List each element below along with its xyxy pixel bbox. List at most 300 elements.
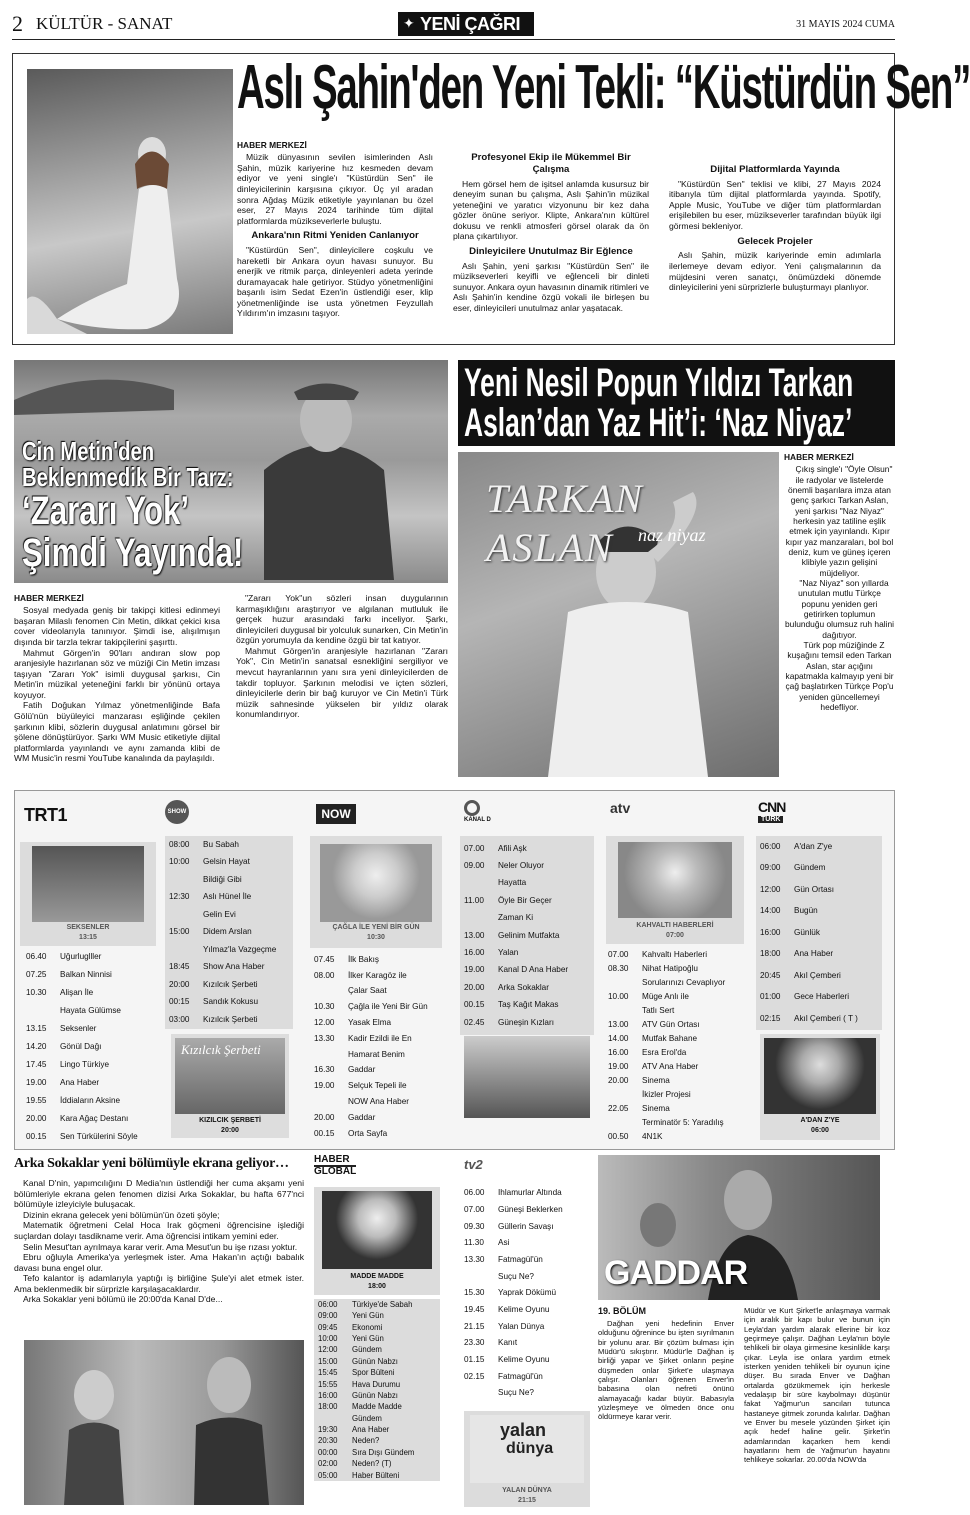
image-time: 20:00 <box>221 1127 239 1134</box>
haber-global-channel <box>310 1155 458 1510</box>
schedule-program: Afili Aşk <box>498 843 527 853</box>
newspaper-logo <box>398 12 534 36</box>
schedule-row <box>169 959 289 977</box>
article-title <box>237 53 970 129</box>
schedule-program: Güneşin Kızları <box>498 1017 554 1027</box>
show-channel <box>165 798 305 1148</box>
schedule-time: 02.45 <box>464 1017 485 1027</box>
kanald-logo-icon <box>464 800 480 816</box>
schedule-time: 20:45 <box>760 970 781 980</box>
schedule-program: Aslı Hünel İle <box>203 892 252 902</box>
schedule-time: 11.30 <box>464 1238 484 1248</box>
schedule-program: Gaddar <box>348 1065 376 1075</box>
schedule-row <box>314 968 454 984</box>
image-time: 21:15 <box>518 1497 536 1504</box>
schedule-time: 16.30 <box>314 1065 335 1075</box>
schedule-time: 18:00 <box>760 949 781 959</box>
schedule-time: 07.45 <box>314 954 335 964</box>
schedule-row <box>318 1458 436 1469</box>
schedule-row <box>464 1185 598 1202</box>
page-number: 2 <box>12 11 23 36</box>
schedule-time: 19.00 <box>464 965 485 975</box>
schedule-row <box>464 840 590 857</box>
haber-schedule <box>314 1299 440 1481</box>
schedule-program: Yasak Elma <box>348 1017 392 1027</box>
schedule-time: 20:00 <box>169 979 190 989</box>
schedule-time: 01:00 <box>760 992 781 1002</box>
schedule-time: 19.00 <box>608 1062 629 1072</box>
now-logo-text: NOW <box>321 807 351 821</box>
schedule-time: 14:00 <box>760 906 781 916</box>
schedule-time: 12.00 <box>314 1017 335 1027</box>
schedule-row <box>314 999 454 1015</box>
tv2-logo <box>464 1157 483 1173</box>
paragraph: Çıkış single'ı "Öyle Olsun" ile radyolar ve listelerde önemli başarılara imza atan genç şarkıcı Tarkan Aslan, yeni şarkısı "Naz Niyaz" herkesin yaz tatiline eşlik etmek için yayınlandı. Kıpır kıpır yaz manzaraları, bol bol deniz, kum ve güneş içeren klibiyle yazın gelişini müjdeliyor. <box>785 464 894 578</box>
schedule-time: 00:15 <box>169 997 190 1007</box>
schedule-time: 20.00 <box>464 982 485 992</box>
cnn-logo <box>758 800 785 823</box>
schedule-row <box>464 979 590 996</box>
schedule-row <box>464 910 590 927</box>
schedule-row <box>464 927 590 944</box>
cover-subtitle: naz niyaz <box>638 525 706 545</box>
schedule-row <box>314 952 454 968</box>
schedule-program: Fatmagül'ün <box>498 1371 543 1381</box>
yalan-title: yalan <box>500 1420 547 1440</box>
schedule-row <box>608 1116 751 1130</box>
paragraph: Müzik dünyasının sevilen isimlerinden Aslı Şahin, müzik kariyerine hız kesmeden devam ediyor ve yeni single'ı "Küstürdün Sen" ile dinleyicilerinin karşısına çıkıyor. Üç yıl aradan sonra Ağdaş Müzik etiketiyle yayınlanan bu özel eser, 27 Mayıs 2024 tarihinde tüm dijital platformlarda müzikseverlerle buluştu. <box>237 152 433 226</box>
schedule-row <box>318 1413 436 1424</box>
paragraph: Mahmut Görgen'in aranjesiyle hazırlanan "Zararı Yok", Cin Metin'in sanatsal esnekliğini sergiliyor ve mevcut hayranlarının yanı sıra yeni dinleyicilerden de takdir topluyor. Şarkının melodisi ve içten sözleri, dinleyicilerle derin bir bağ kuruyor ve Cin Metin'i Türk müzik sahnesinde yükselen bir yıldız olarak konumlandırıyor. <box>236 645 448 720</box>
schedule-row <box>760 901 878 923</box>
schedule-row <box>26 948 160 966</box>
asli-sahin-photo <box>27 69 233 334</box>
schedule-program: Kahvaltı Haberleri <box>642 950 708 960</box>
gaddar-title: GADDAR <box>604 1254 748 1292</box>
schedule-row <box>318 1436 436 1447</box>
schedule-time: 23.30 <box>464 1338 485 1348</box>
schedule-program: Sandık Kokusu <box>203 997 259 1007</box>
schedule-row <box>608 1102 751 1116</box>
schedule-time: 20.00 <box>608 1076 629 1086</box>
schedule-time: 06.40 <box>26 951 47 961</box>
schedule-program: Akıl Çemberi <box>794 970 841 980</box>
adanzye-photo <box>764 1038 876 1114</box>
cover-title: TARKAN ASLAN <box>486 476 644 571</box>
schedule-program: Hayata Gülümse <box>60 1005 121 1015</box>
schedule-time: 21.15 <box>464 1321 485 1331</box>
schedule-row <box>608 1046 751 1060</box>
atv-schedule <box>608 948 751 1144</box>
schedule-time: 20:30 <box>318 1436 338 1446</box>
schedule-program: Nihat Hatipoğlu <box>642 964 698 974</box>
paragraph: Aslı Şahin, müzik kariyerinde emin adımlarla ilerlemeye devam ediyor. Yeni çalışmalarının da müjdesini veren sanatçı, önümüzdeki dönemde dinleyicilerini yeni sürprizlerle buluşturmayı planlıyor. <box>669 250 881 293</box>
headline-line: Şimdi Yayında! <box>22 531 244 575</box>
schedule-time: 17.45 <box>26 1059 47 1069</box>
schedule-program: Güllerin Savaşı <box>498 1221 554 1231</box>
schedule-program: Kızılcık Şerbeti <box>203 979 258 989</box>
schedule-row <box>464 1014 590 1031</box>
schedule-row <box>464 997 590 1014</box>
schedule-row <box>464 1218 598 1235</box>
schedule-time: 14.00 <box>608 1034 629 1044</box>
schedule-row <box>464 1268 598 1285</box>
schedule-time: 19.00 <box>26 1077 47 1087</box>
logo-text: YENİ ÇAĞRI <box>420 14 521 34</box>
schedule-row <box>26 1110 160 1128</box>
schedule-time: 15.30 <box>464 1288 485 1298</box>
atv-channel <box>606 798 751 1148</box>
image-time: 07:00 <box>666 932 684 939</box>
trt1-channel <box>20 798 160 1148</box>
article-column-2 <box>453 140 649 340</box>
schedule-row <box>169 836 289 854</box>
cin-metin-column-2 <box>236 593 448 778</box>
tarkan-column <box>784 452 895 777</box>
schedule-row <box>314 1126 454 1142</box>
schedule-program: Alişan İle <box>60 987 94 997</box>
schedule-program: Yaprak Dökümü <box>498 1288 557 1298</box>
atv-feature-image <box>606 836 744 944</box>
schedule-program: Kelime Oyunu <box>498 1305 550 1315</box>
schedule-row <box>464 1352 598 1369</box>
cnn-logo-sub: TÜRK <box>758 816 783 823</box>
headline-line: ‘Zararı Yok’ <box>22 489 190 533</box>
schedule-row <box>169 941 289 959</box>
schedule-time: 01.15 <box>464 1355 485 1365</box>
schedule-time: 05:00 <box>318 1470 338 1480</box>
schedule-program: Mutfak Bahane <box>642 1034 698 1044</box>
madde-madde-photo <box>322 1191 432 1269</box>
schedule-program: Günün Nabzı <box>352 1390 398 1400</box>
subheading: Ankara'nın Ritmi Yeniden Canlanıyor <box>251 230 419 242</box>
schedule-row <box>608 1004 751 1018</box>
schedule-time: 12:30 <box>169 892 190 902</box>
schedule-row <box>608 976 751 990</box>
paragraph: Tefo kalantor iş adamlarıyla yaptığı iş birliğine Şule'yi alet etmek ister. Ama beklenmedik bir sürprizle karşılaşacaklardır. <box>14 1273 304 1294</box>
schedule-row <box>464 962 590 979</box>
schedule-time: 09.30 <box>464 1221 485 1231</box>
paragraph: "Küstürdün Sen" teklisi ve klibi, 27 Mayıs 2024 itibarıyla tüm dijital platformlarda yayında. Spotify, Apple Music, YouTube ve diğer tüm platformlardan erişilebilen bu eser, müzikseverler tarafından büyük ilgi görmesi bekleniyor. <box>669 178 881 232</box>
schedule-program: ATV Gün Ortası <box>642 1020 700 1030</box>
yalan-dunya-photo <box>470 1415 584 1483</box>
schedule-row <box>26 1020 160 1038</box>
article-column-3 <box>669 140 881 340</box>
schedule-program: A'dan Z'ye <box>794 841 833 851</box>
schedule-row <box>318 1367 436 1378</box>
schedule-row <box>318 1345 436 1356</box>
schedule-time: 19:30 <box>318 1425 338 1435</box>
schedule-time: 12:00 <box>318 1345 338 1355</box>
schedule-time: 10.30 <box>26 987 47 997</box>
dunya-title: dünya <box>506 1440 554 1457</box>
schedule-program: Kelime Oyunu <box>498 1355 550 1365</box>
schedule-row <box>26 1038 160 1056</box>
schedule-program: Gönül Dağı <box>60 1041 102 1051</box>
schedule-program: Yeni Gün <box>352 1311 384 1321</box>
schedule-time: 07.00 <box>464 843 485 853</box>
schedule-time: 02:00 <box>318 1459 338 1469</box>
show-logo <box>165 800 189 824</box>
article-headline: Arka Sokaklar yeni bölümüyle ekrana geliyor… <box>14 1156 289 1171</box>
schedule-row <box>318 1470 436 1481</box>
paragraph: Dizinin ekrana gelecek yeni bölümün'ün özeti şöyle; <box>23 1209 220 1220</box>
schedule-row <box>464 875 590 892</box>
tarkan-headline-box <box>458 360 895 446</box>
schedule-program: Güneşi Beklerken <box>498 1204 563 1214</box>
schedule-program: Suçu Ne? <box>498 1271 534 1281</box>
schedule-time: 20.00 <box>26 1113 47 1123</box>
show-logo-text: SHOW <box>167 809 187 815</box>
schedule-time: 12:00 <box>760 884 781 894</box>
schedule-row <box>314 1063 454 1079</box>
schedule-time: 13.00 <box>608 1020 629 1030</box>
schedule-program: Yeni Gün <box>352 1333 384 1343</box>
headline-line: Aslan’dan Yaz Hit’i: ‘Naz Niyaz’ <box>464 401 853 445</box>
schedule-row <box>169 994 289 1012</box>
schedule-row <box>608 948 751 962</box>
show-schedule <box>165 836 293 1029</box>
kanald-feature-photo <box>464 1036 590 1118</box>
schedule-row <box>318 1390 436 1401</box>
schedule-program: Gelsin Hayat <box>203 857 250 867</box>
schedule-program: Günlük <box>794 927 820 937</box>
schedule-program: Ekonomi <box>352 1322 383 1332</box>
schedule-row <box>26 1056 160 1074</box>
schedule-program: Sinema <box>642 1076 670 1086</box>
schedule-row <box>314 1094 454 1110</box>
schedule-time: 20.00 <box>314 1112 335 1122</box>
schedule-program: Didem Arslan <box>203 927 252 937</box>
issue-date: 31 MAYIS 2024 CUMA <box>796 19 895 30</box>
schedule-program: Tatlı Sert <box>642 1006 675 1016</box>
schedule-time: 00.15 <box>26 1131 47 1141</box>
schedule-program: Kanıt <box>498 1338 518 1348</box>
image-caption: MADDE MADDE <box>350 1273 404 1280</box>
schedule-time: 13.30 <box>464 1254 485 1264</box>
schedule-program: Sorularınızı Cevaplıyor <box>642 978 726 988</box>
schedule-row <box>760 965 878 987</box>
schedule-row <box>464 1235 598 1252</box>
image-caption: SEKSENLER <box>66 924 110 931</box>
haber-feature-image <box>314 1187 440 1295</box>
schedule-row <box>464 1202 598 1219</box>
cin-metin-headline <box>22 438 322 574</box>
article-column-1 <box>237 140 433 340</box>
schedule-time: 15:45 <box>318 1368 338 1378</box>
paragraph: Türk pop müziğinde Z kuşağını temsil eden Tarkan Aslan, star açığını kapatmakla kalmayıp yeni bir çağ başlatırken Türkçe Pop'u yeniden güncellemeyi hedefliyor. <box>785 639 894 712</box>
schedule-row <box>26 1092 160 1110</box>
schedule-row <box>760 858 878 880</box>
schedule-time: 07.00 <box>464 1204 485 1214</box>
schedule-program: Günün Nabzı <box>352 1356 398 1366</box>
schedule-program: İlk Bakış <box>348 954 379 964</box>
now-logo <box>316 804 356 824</box>
cin-metin-column-1 <box>14 593 220 778</box>
image-caption: A'DAN Z'YE <box>800 1117 840 1124</box>
schedule-program: Neler Oluyor <box>498 860 544 870</box>
paragraph: "Naz Niyaz" son yıllarda unutulan mutlu Türkçe popunu yeniden geri getirirken toplumun bulunduğu olumsuz ruh halini dağıtıyor. <box>785 577 894 640</box>
cin-metin-photo <box>14 360 448 583</box>
schedule-row <box>318 1322 436 1333</box>
schedule-program: Haber Bülteni <box>352 1470 400 1480</box>
schedule-time: 08:00 <box>169 839 190 849</box>
schedule-row <box>608 1032 751 1046</box>
image-caption: KAHVALTI HABERLERİ <box>636 922 714 929</box>
tv2-channel <box>460 1155 600 1510</box>
paragraph: "Küstürdün Sen", dinleyicilere coşkulu ve hareketli bir Ankara oyun havası sunuyor. Bu enerjik ve ritmik parça, dinleyenleri adeta yerinde duramayacak hale getiriyor. Stüdyo yönetmenliğini başarılı isim Sedat Ezen'in üstlendiği eser, klip yönetmenliğinde ise usta yönetmen Feyzullah Yıldırım'ın imzasını taşıyor. <box>237 245 433 319</box>
schedule-row <box>608 1018 751 1032</box>
page-header <box>12 10 895 40</box>
schedule-row <box>318 1402 436 1413</box>
schedule-program: Neden? (T) <box>352 1459 392 1469</box>
schedule-program: Kanal D Ana Haber <box>498 965 569 975</box>
gaddar-column-1 <box>598 1306 734 1510</box>
subheading: Gelecek Projeler <box>737 235 813 247</box>
schedule-time: 18:45 <box>169 962 190 972</box>
schedule-program: Spor Bülteni <box>352 1368 395 1378</box>
schedule-time: 10:00 <box>169 857 190 867</box>
schedule-program: ATV Ana Haber <box>642 1062 699 1072</box>
gaddar-column-2 <box>744 1306 890 1510</box>
tarkan-aslan-cover <box>458 452 779 777</box>
subheading: Dinleyicilere Unutulmaz Bir Eğlence <box>469 245 633 257</box>
paragraph: "Zararı Yok"un sözleri insan duygularının karmaşıklığını araştırıyor ve algılanan mutluluk ile gerçek huzur arasındaki farkı inceliyor. Şarkı, dinleyicileri duygusal bir yolculuk sunarken, Cin Metin'in özgün yorumuyla da kendine özgü bir tat katıyor. <box>236 593 448 646</box>
schedule-row <box>169 854 289 872</box>
paragraph: Sosyal medyada geniş bir takipçi kitlesi edinmeyi başaran Milaslı fenomen Cin Metin, dikkat çekici kısa cover videolarıyla tanınıyor. Şimdi ise, alışılmışın dışında bir tarzla tekrar takipçilerini şaşırttı. <box>14 605 220 648</box>
schedule-program: Terminatör 5: Yaradılış <box>642 1118 724 1128</box>
atv-logo-text: atv <box>610 800 631 816</box>
schedule-time: 06:00 <box>318 1299 338 1309</box>
schedule-row <box>464 1302 598 1319</box>
schedule-time: 03:00 <box>169 1014 190 1024</box>
schedule-program: Müge Anlı ile <box>642 992 689 1002</box>
arka-sokaklar-photo <box>24 1340 304 1505</box>
schedule-time: 06:00 <box>760 841 781 851</box>
image-time: 18:00 <box>368 1283 386 1290</box>
schedule-time: 10:00 <box>318 1333 338 1343</box>
schedule-time: 09:45 <box>318 1322 338 1332</box>
subheading: Profesyonel Ekip ile Mükemmel Bir Çalışma <box>471 152 631 175</box>
headline-line: Beklenmedik Bir Tarz: <box>22 462 234 492</box>
schedule-row <box>169 906 289 924</box>
headline-line: Cin Metin'den <box>22 436 155 466</box>
now-channel <box>310 798 458 1148</box>
subheading: Dijital Platformlarda Yayında <box>710 164 840 175</box>
schedule-time: 14.20 <box>26 1041 47 1051</box>
schedule-row <box>26 966 160 984</box>
schedule-row <box>314 1031 454 1047</box>
paragraph: Matematik öğretmeni Celal Hoca Irak göçmeni öğrencisine işlediği suçlardan dolayı tasdikname verir. Ama öğrencisi intikam yemini eder. <box>14 1220 304 1242</box>
schedule-program: Hamarat Benim <box>348 1049 405 1059</box>
schedule-program: Orta Sayfa <box>348 1128 388 1138</box>
image-caption: ÇAĞLA İLE YENİ BİR GÜN <box>332 924 420 931</box>
byline: HABER MERKEZİ <box>237 140 307 150</box>
schedule-time: 15:00 <box>318 1356 338 1366</box>
schedule-time: 07.00 <box>608 950 629 960</box>
schedule-row <box>608 962 751 976</box>
schedule-program: Bugün <box>794 906 818 916</box>
schedule-row <box>314 1110 454 1126</box>
byline: HABER MERKEZİ <box>784 452 854 462</box>
kanald-logo <box>464 800 491 824</box>
schedule-row <box>26 1074 160 1092</box>
gaddar-photo <box>598 1155 880 1300</box>
tv2-logo-text: tv2 <box>464 1157 483 1172</box>
show-feature-image <box>171 1034 289 1138</box>
schedule-program: Yalan Dünya <box>498 1321 545 1331</box>
trt1-logo <box>24 804 67 826</box>
schedule-row <box>464 1385 598 1402</box>
schedule-time: 09:00 <box>760 863 781 873</box>
schedule-program: 4N1K <box>642 1132 663 1142</box>
paragraph: Selin Mesut'tan ayrılmaya karar verir. Ama Mesut'un bu işe rızası yoktur. <box>23 1241 298 1252</box>
schedule-time: 19.00 <box>314 1081 335 1091</box>
article-asli-sahin <box>12 53 970 345</box>
schedule-row <box>318 1424 436 1435</box>
schedule-time: 13.00 <box>464 930 485 940</box>
schedule-row <box>760 922 878 944</box>
woman-silhouette-icon <box>27 69 233 334</box>
schedule-row <box>464 857 590 874</box>
schedule-row <box>318 1333 436 1344</box>
haber-logo-sub: GLOBAL <box>314 1166 357 1177</box>
schedule-row <box>608 1088 751 1102</box>
headline-line: Yeni Nesil Popun Yıldızı Tarkan <box>464 361 854 405</box>
schedule-time: 02:15 <box>760 1013 781 1023</box>
schedule-program: Kızılcık Şerbeti <box>203 1014 258 1024</box>
schedule-program: Kadir Ezildi ile En <box>348 1033 412 1043</box>
schedule-program: Öyle Bir Geçer <box>498 895 552 905</box>
schedule-row <box>760 944 878 966</box>
paragraph: Arka Sokaklar yeni bölümü ile 20:00'da Kanal D'de... <box>23 1294 223 1305</box>
schedule-program: Madde Madde <box>352 1402 402 1412</box>
trt1-schedule <box>26 948 160 1146</box>
schedule-row <box>26 1128 160 1146</box>
schedule-program: Fatmagül'ün <box>498 1254 543 1264</box>
schedule-program: Bildiği Gibi <box>203 874 242 884</box>
schedule-program: Lingo Türkiye <box>60 1059 110 1069</box>
schedule-time: 02.15 <box>464 1371 485 1381</box>
schedule-program: Gece Haberleri <box>794 992 850 1002</box>
haber-logo-text: HABER <box>314 1154 350 1165</box>
schedule-time: 09.00 <box>464 860 485 870</box>
schedule-row <box>318 1447 436 1458</box>
seksenler-photo <box>32 846 144 922</box>
schedule-time: 00.50 <box>608 1132 629 1142</box>
schedule-row <box>314 1078 454 1094</box>
schedule-time: 11.00 <box>464 895 484 905</box>
schedule-program: Gündem <box>352 1413 382 1423</box>
paragraph: Aslı Şahin, yeni şarkısı "Küstürdün Sen" ile müzikseverleri keyifli ve eğlenceli bir dinleti sunuyor. Ankara oyun havasının dinamik ritimleri ve Aslı Şahin'in kendine özgü vokali ile birleşen bu eser, dinleyicileri unutulmaz anlar yaşatacak. <box>453 260 649 314</box>
paragraph: Dağhan yeni hedefinin Enver olduğunu öğrenince bu işten sıyrılmanın bir yolunu arar. Bir çözüm bulması için Müdür'ü sıkıştırır. Müdür'le Dağhan iş birliği yapar ve Şirket onların peşine düşmeden onlar Şirket'e ulaşmaya çalışır. Olanları öğrenen Enver'in babasına olan nefreti önünü alamayacağı kadar büyür. Babasıyla yüzleşmeye ve ölmeden önce onu öldürmeye karar verir. <box>598 1319 734 1422</box>
paragraph: Mahmut Görgen'in 90'ları andıran slow pop aranjesiyle hazırlanan söz ve müziği Cin Metin imzası taşıyan "Zararı Yok" isimli duygusal şarkısı, Cin Metin'in müzikal yeteneğini farklı bir yönünü ortaya koyuyor. <box>14 647 220 700</box>
schedule-time: 18:00 <box>318 1402 338 1412</box>
image-time: 13:15 <box>79 934 97 941</box>
schedule-row <box>464 1252 598 1269</box>
cnn-logo-text: CNN <box>758 799 786 815</box>
schedule-program: Neden? <box>352 1436 380 1446</box>
schedule-time: 08.30 <box>608 964 629 974</box>
kanald-schedule <box>460 836 594 1035</box>
schedule-program: Taş Kağıt Makas <box>498 1000 559 1010</box>
byline: HABER MERKEZİ <box>14 593 84 603</box>
schedule-row <box>169 889 289 907</box>
schedule-program: Akıl Çemberi ( T ) <box>794 1013 858 1023</box>
haber-global-logo <box>314 1155 356 1177</box>
paragraph: Hem görsel hem de işitsel anlamda kusursuz bir deneyim sunan bu çalışma, Aslı Şahin'in müzikal yeteneğini ve yaratıcı vizyonunu bir kez daha gözler önüne seriyor. Klipte, Ankara'nın kültürel dokusu ve renkli atmosferi görsel olarak da ön plana çıkartılıyor. <box>453 178 649 242</box>
schedule-row <box>314 1047 454 1063</box>
